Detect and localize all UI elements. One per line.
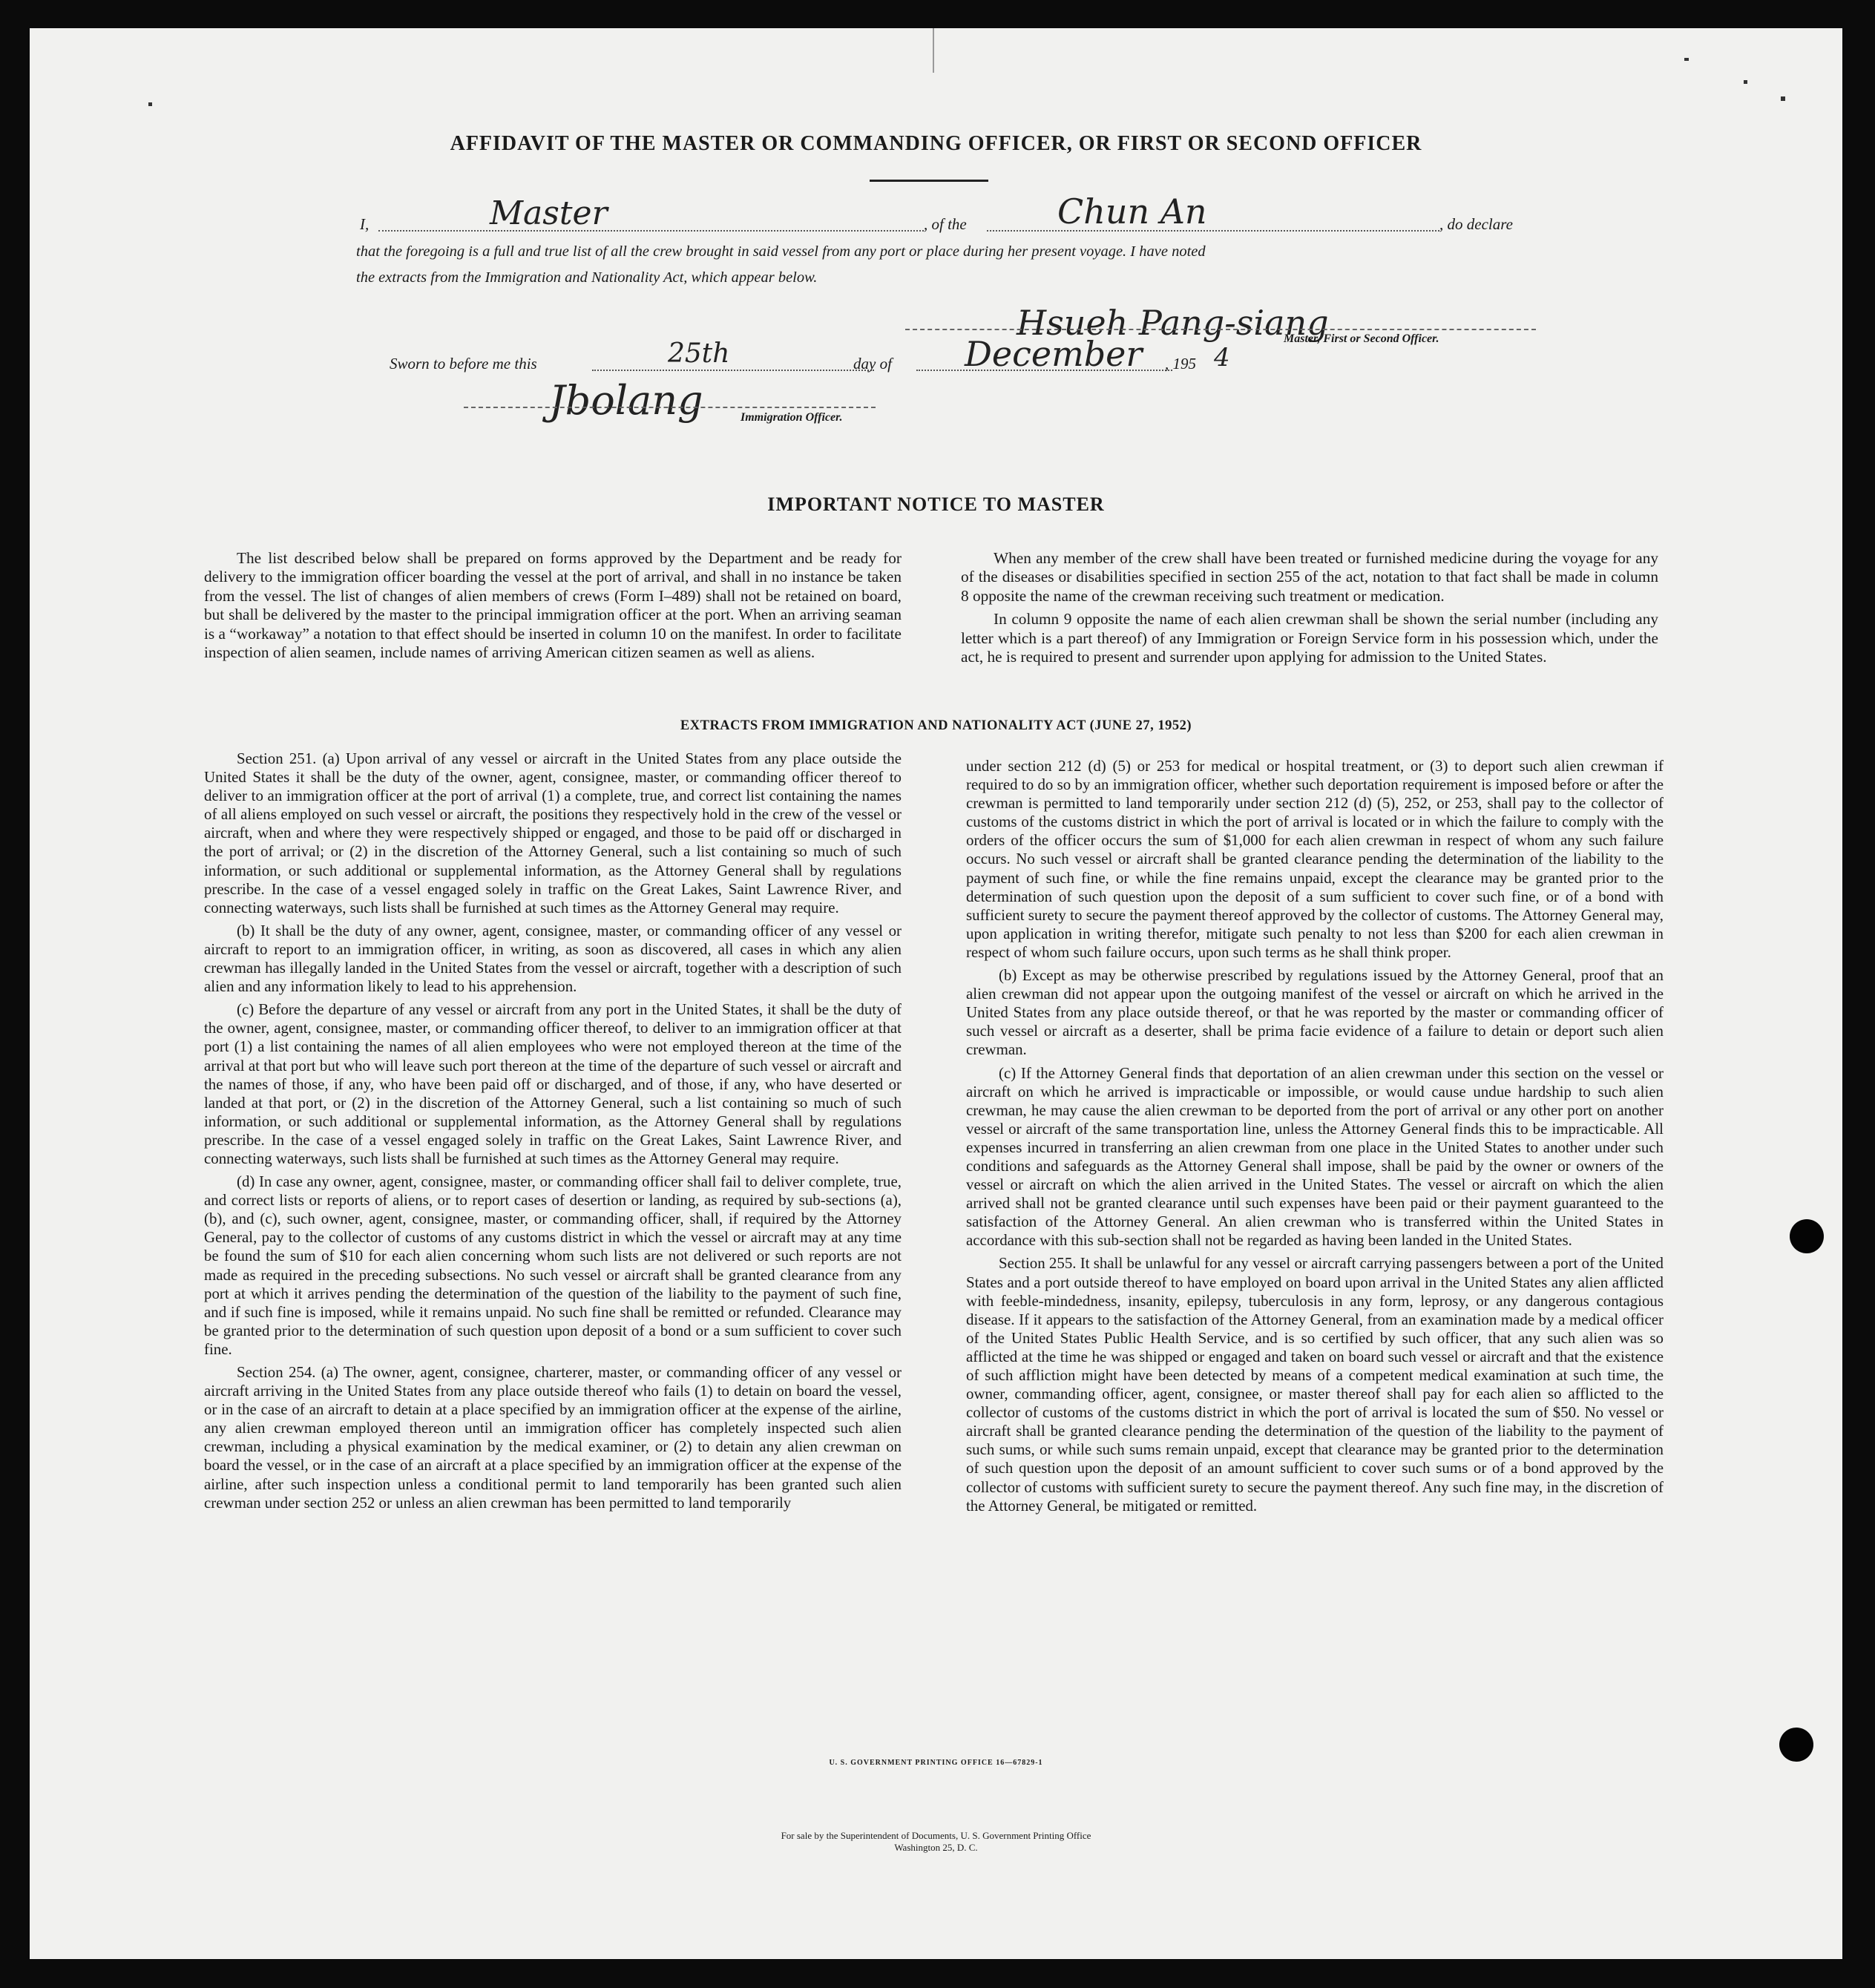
officer-signature: Hsueh Pang-siang [1017, 303, 1329, 343]
section-254-a-continued: under section 212 (d) (5) or 253 for medical or hospital treatment, or (3) to deport such alien crewman if required to do so by an immigration officer, whether such deportation requirement is imposed before or after the crewman is permitted to land temporarily under section 212 (d) (5), 252, or 253, shall pay to the collector of customs of the customs district in which the port of arrival is located or in which the failure to comply with the orders of the officer occurs the sum of $1,000 for each alien crewman in respect of whom any such failure occurs. No such vessel or aircraft shall be granted clearance pending the determination of the liability to the payment of such fine, or while the fine remains unpaid, except the clearance may be granted prior to the determination of such question upon the deposit of a sum sufficient to cover such fine, or of a bond with sufficient surety to secure the payment thereof approved by the collector of customs. The Attorney General may, upon application in writing therefor, mitigate such penalty to not less than $200 for each alien crewman in respect of whom such failure occurs, upon such terms as he shall think proper. [966, 757, 1664, 961]
declaration-line-2: the extracts from the Immigration and Nationality Act, which appear below. [356, 269, 818, 286]
document-page [30, 28, 1842, 1959]
vessel-field-line [987, 230, 1439, 232]
punch-hole [1790, 1219, 1824, 1253]
notice-right-column [961, 549, 1658, 671]
immigration-caption: Immigration Officer. [741, 411, 843, 424]
sale-line-2: Washington 25, D. C. [894, 1842, 978, 1853]
affidavit-title: AFFIDAVIT OF THE MASTER OR COMMANDING OFFICER, OR FIRST OR SECOND OFFICER [450, 132, 1422, 155]
extracts-title: EXTRACTS FROM IMMIGRATION AND NATIONALITY ACT (JUNE 27, 1952) [680, 718, 1192, 733]
section-254-b: (b) Except as may be otherwise prescribed by regulations issued by the Attorney General, proof that an alien crewman did not appear upon the outgoing manifest of the vessel or aircraft on which he arrived in the United States from any place outside thereof, or that he was reported by the master or commanding officer of such vessel or aircraft as a deserter, shall be prima facie evidence of a failure to detain or deport such alien crewman. [966, 966, 1664, 1059]
scan-speck [1781, 96, 1785, 101]
year-handwriting: 4 [1214, 343, 1230, 373]
declaration-line-1: that the foregoing is a full and true list of all the crew brought in said vessel from any port or place during her present voyage. I have noted [356, 243, 1206, 260]
officer-caption: Master, First or Second Officer. [1284, 332, 1439, 345]
notice-right-paragraph: When any member of the crew shall have been treated or furnished medicine during the voyage for any of the diseases or disabilities specified in section 255 of the act, notation to that fact shall be made in column 8 opposite the name of the crewman receiving such treatment or medication. [961, 549, 1658, 605]
scan-speck [1744, 80, 1747, 84]
officer-signature-line [905, 329, 1536, 330]
scan-speck [148, 102, 152, 106]
label-year: , 195 [1165, 355, 1196, 373]
sale-line-1: For sale by the Superintendent of Documents, U. S. Government Printing Office [781, 1830, 1091, 1841]
section-251-c: (c) Before the departure of any vessel or aircraft from any port in the United States, it shall be the duty of the owner, agent, consignee, master, or commanding officer thereof, to deliver to an immigration officer at that port (1) a list containing the names of all alien employees who were not employed thereon at the time of the arrival at that port but who will leave such port thereon at the time of the departure of such vessel or aircraft and the names of those, if any, who have been paid off or discharged, and of those, if any, who have deserted or landed at that port, or (2) in the discretion of the Attorney General, such a list containing so much of such information, or such additional or supplemental information, as the Attorney General shall by regulations prescribe. In the case of a vessel engaged solely in traffic on the Great Lakes, Saint Lawrence River, and connecting waterways, such lists shall be furnished at such times as the Attorney General may require. [204, 1000, 902, 1167]
month-handwriting: December [965, 334, 1143, 374]
section-251-b: (b) It shall be the duty of any owner, agent, consignee, master, or commanding officer of any vessel or aircraft to report to an immigration officer, in writing, as soon as discovered, all cases in which any alien crewman has illegally landed in the United States from the vessel or aircraft, together with a description of such alien and any information likely to lead to his apprehension. [204, 921, 902, 996]
scan-speck [1684, 58, 1689, 61]
extracts-right-column [966, 757, 1664, 1520]
fold-crease [933, 28, 934, 73]
notice-right-paragraph: In column 9 opposite the name of each alien crewman shall be shown the serial number (including any letter which is a part thereof) of any Immigration or Foreign Service form in his possession which, under the act, he is required to present and surrender upon applying for admission to the United States. [961, 610, 1658, 666]
section-254-c: (c) If the Attorney General finds that deportation of an alien crewman under this section on the vessel or aircraft on which he arrived is impracticable or impossible, or would cause undue hardship to such alien crewman, he may cause the alien crewman to be deported from the port of arrival or any other port on another vessel or aircraft of the same transportation line, unless the Attorney General finds this to be impracticable. All expenses incurred in transferring an alien crewman from one place in the United States to another under such conditions and safeguards as the Attorney General shall impose, shall be paid by the owner or owners of the vessel or aircraft on which the alien arrived in the United States. The vessel or aircraft on which the alien arrived shall not be granted clearance until such expenses have been paid or their payment guaranteed to the satisfaction of the Attorney General. An alien crewman who is transferred within the United States in accordance with this sub-section shall not be regarded as having been landed in the United States. [966, 1063, 1664, 1250]
master-field-line [378, 230, 924, 232]
notice-left-column [204, 549, 902, 666]
extracts-left-column [204, 749, 902, 1517]
label-do-declare: , do declare [1439, 215, 1513, 233]
notice-left-paragraph: The list described below shall be prepared on forms approved by the Department and be ready for delivery to the immigration officer boarding the vessel at the port of arrival, and shall in no instance be taken from the vessel. The list of changes of alien members of crews (Form I–489) shall not be retained on board, but shall be delivered by the master to the principal immigration officer at the port. When an arriving seaman is a “workaway” a notation to that effect should be inserted in column 10 on the manifest. In order to facilitate inspection of alien seamen, include names of arriving American citizen seamen as well as aliens. [204, 549, 902, 662]
printing-office-mark: U. S. GOVERNMENT PRINTING OFFICE 16—67829-1 [829, 1759, 1043, 1767]
section-255: Section 255. It shall be unlawful for any vessel or aircraft carrying passengers between a port of the United States and a port outside thereof to have employed on board upon arrival in the United States any alien afflicted with feeble-mindedness, insanity, epilepsy, tuberculosis in any form, leprosy, or any dangerous contagious disease. If it appears to the satisfaction of the Attorney General, from an examination made by a medical officer of the United States Public Health Service, and is so certified by such officer, that any such alien was so afflicted at the time he was shipped or engaged and taken on board such vessel or aircraft and that the existence of such affliction might have been detected by means of a competent medical examination at such time, the owner, commanding officer, agent, consignee, or master thereof shall pay for each alien so afflicted to the collector of customs of the customs district in which the port of arrival is located the sum of $50. No vessel or aircraft shall be granted clearance pending the determination of the question of the liability to the payment of such sums, or while such sums remain unpaid, except that clearance may be granted prior to the determination of such question upon the deposit of an amount sufficient to cover such sums or of a bond approved by the collector of customs with sufficient surety to secure the payment thereof. Any such fine may, in the discretion of the Attorney General, be mitigated or remitted. [966, 1254, 1664, 1515]
immigration-signature-line [464, 407, 876, 408]
label-sworn: Sworn to before me this [390, 355, 537, 373]
label-day-of: day of [853, 355, 892, 373]
master-handwriting: Master [490, 194, 608, 232]
day-field-line [592, 370, 874, 371]
section-251-d: (d) In case any owner, agent, consignee, master, or commanding officer shall fail to deliver complete, true, and correct lists or reports of aliens, or to report cases of desertion or landing, as required by sub-sections (a), (b), and (c), such owner, agent, consignee, master, or commanding officer, shall, if required by the Attorney General, pay to the collector of customs of any customs district in which the vessel or aircraft may at any time be found the sum of $10 for each alien concerning whom such lists are not delivered or such reports are not made as required in the preceding subsections. No such vessel or aircraft shall be granted clearance from any port at which it arrives pending the determination of the question of the liability to the payment of such fine, and if such fine is imposed, while it remains unpaid. No such fine shall be remitted or refunded. Clearance may be granted prior to the determination of such question upon deposit of a bond or a sum sufficient to cover such fine. [204, 1172, 902, 1358]
immigration-signature: Jbolang [549, 377, 703, 424]
title-rule [870, 180, 988, 182]
punch-hole [1779, 1728, 1813, 1762]
section-251-a: Section 251. (a) Upon arrival of any vessel or aircraft in the United States from any place outside the United States it shall be the duty of the owner, agent, consignee, master, or commanding officer thereof to deliver to an immigration officer at the port of arrival (1) a complete, true, and correct list containing the names of all aliens employed on such vessel or aircraft, the positions they respectively hold in the crew of the vessel or aircraft, when and where they were respectively shipped or engaged, and those to be paid off or discharged in the port of arrival; or (2) in the discretion of the Attorney General, such a list containing so much of such information, or such additional or supplemental information, as the Attorney General shall by regulations prescribe. In the case of a vessel engaged solely in traffic on the Great Lakes, Saint Lawrence River, and connecting waterways, such lists shall be furnished at such times as the Attorney General may require. [204, 749, 902, 916]
section-254-a: Section 254. (a) The owner, agent, consignee, charterer, master, or commanding officer of any vessel or aircraft arriving in the United States from any place outside thereof who fails (1) to detain on board the vessel, or in the case of an aircraft to detain at a place specified by an immigration officer at the expense of the airline, any alien crewman employed thereon until an immigration officer has completely inspected such alien crewman, including a physical examination by the medical examiner, or (2) to detain any alien crewman on board the vessel, or in the case of an aircraft at a place specified by an immigration officer at the expense of the airline, after such inspection unless a conditional permit to land temporarily has been granted such alien crewman under section 252 or unless an alien crewman has been permitted to land temporarily [204, 1363, 902, 1512]
vessel-handwriting: Chun An [1057, 191, 1207, 232]
notice-title: IMPORTANT NOTICE TO MASTER [767, 493, 1105, 515]
label-i: I, [360, 215, 370, 233]
label-of-the: , of the [924, 215, 967, 233]
day-handwriting: 25th [668, 338, 730, 369]
